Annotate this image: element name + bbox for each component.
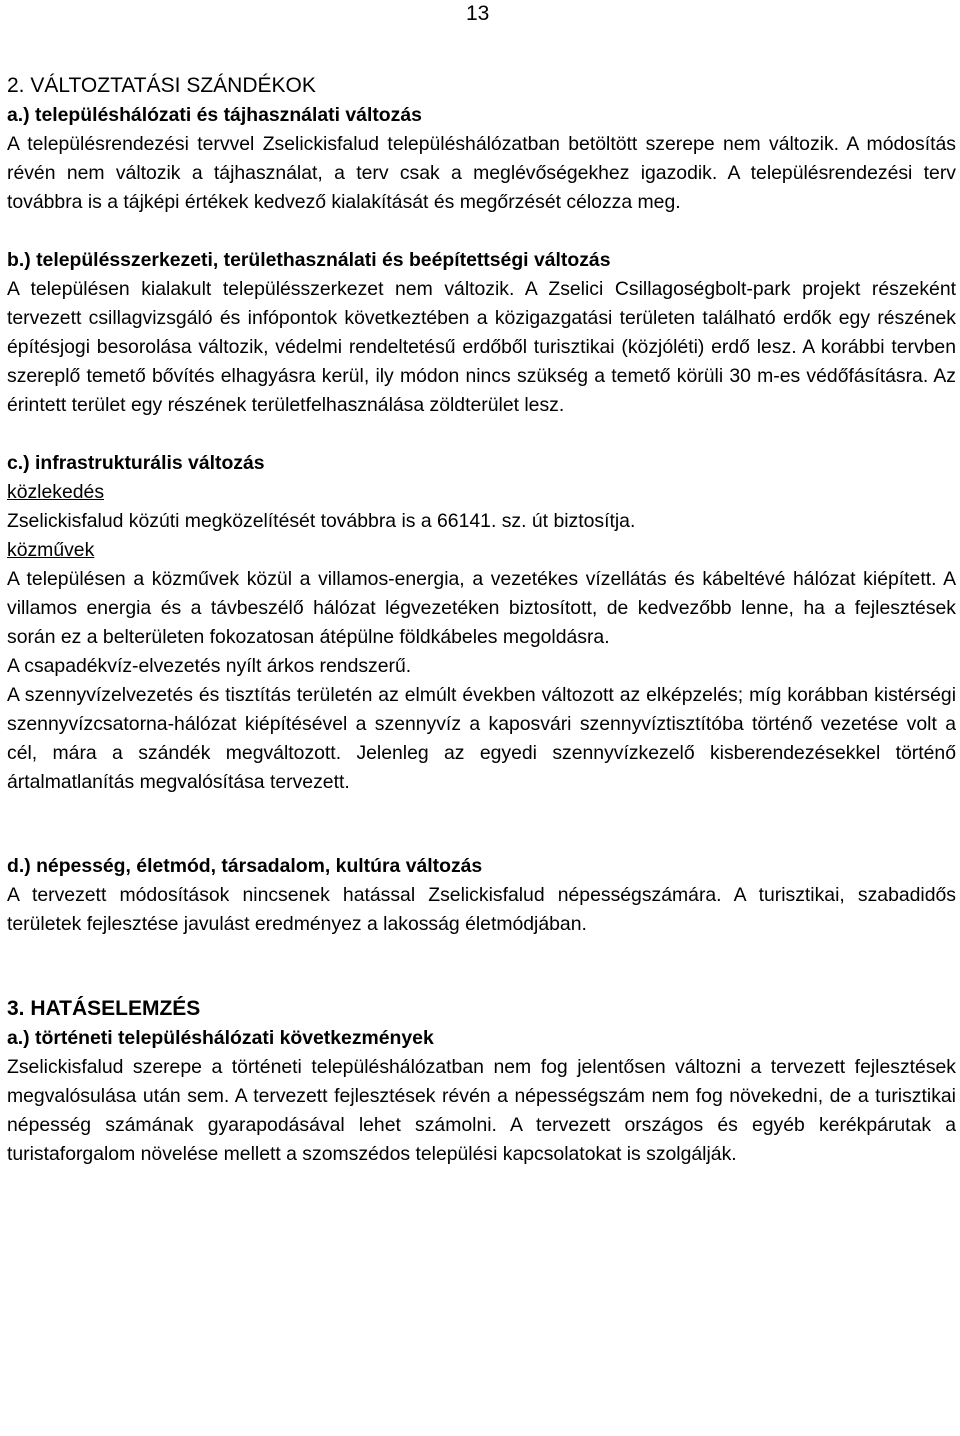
kozmuvek-body-3: A szennyvízelvezetés és tisztítás területén az elmúlt években változott az elképzelés; míg korábban kistérségi szennyvízcsatorna-hálózat kiépítésével a szennyvíz a kaposvári szennyvíztisztítóba történő vezetése volt a cél, mára a szándék megváltozott. Jelenleg az egyedi szennyvízkezelő kisberendezésekkel történő ártalmatlanítás megvalósítása tervezett. — [7, 684, 956, 793]
section-3a-heading: a.) történeti településhálózati következmények — [7, 1027, 434, 1049]
section-2a-heading: a.) településhálózati és tájhasználati változás — [7, 104, 422, 126]
section-2-title: 2. VÁLTOZTATÁSI SZÁNDÉKOK — [7, 74, 316, 97]
subheading-kozlekedes: közlekedés — [7, 481, 105, 503]
kozmuvek-body-1: A településen a közművek közül a villamos-energia, a vezetékes vízellátás és kábeltévé hálózat kiépített. A villamos energia és a távbeszélő hálózat légvezetéken biztosított, de kedvezőbb lenne, ha a fejlesztések során ez a belterületen fokozatosan átépülne földkábeles megoldásra. — [7, 568, 956, 648]
section-2c-heading: c.) infrastrukturális változás — [7, 452, 265, 474]
page-number: 13 — [466, 2, 490, 25]
kozlekedes-body: Zselickisfalud közúti megközelítését továbbra is a 66141. sz. út biztosítja. — [7, 510, 636, 532]
section-2b-body: A településen kialakult településszerkezet nem változik. A Zselici Csillagoségbolt-park projekt részeként tervezett csillagvizsgáló és infópontok következtében a közigazgatási területen található erdők egy részének építésjogi besorolása változik, védelmi rendeltetésű erdőből turisztikai (közjóléti) erdő lesz. A korábbi tervben szereplő temető bővítés elhagyásra kerül, ily módon nincs szükség a temető körüli 30 m-es védőfásításra. Az érintett terület egy részének területfelhasználása zöldterület lesz. — [7, 278, 956, 416]
kozmuvek-body-2: A csapadékvíz-elvezetés nyílt árkos rendszerű. — [7, 655, 412, 677]
section-2b-heading: b.) településszerkezeti, területhasználati és beépítettségi változás — [7, 249, 611, 271]
section-2d-heading: d.) népesség, életmód, társadalom, kultúra változás — [7, 855, 483, 877]
section-3a-body: Zselickisfalud szerepe a történeti településhálózatban nem fog jelentősen változni a tervezett fejlesztések megvalósulása után sem. A tervezett fejlesztések révén a népességszám nem fog növekedni, de a turisztikai népesség számának gyarapodásával lehet számolni. A tervezett országos és egyéb kerékpárutak a turistaforgalom növelése mellett a szomszédos települési kapcsolatokat is szolgálják. — [7, 1056, 956, 1165]
subheading-kozmuvek: közművek — [7, 539, 95, 561]
section-2a-body: A településrendezési tervvel Zselickisfalud településhálózatban betöltött szerepe nem változik. A módosítás révén nem változik a tájhasználat, a terv csak a meglévőségekhez igazodik. A településrendezési terv továbbra is a tájképi értékek kedvező kialakítását és megőrzését célozza meg. — [7, 133, 956, 213]
section-2d-body: A tervezett módosítások nincsenek hatással Zselickisfalud népességszámára. A turisztikai, szabadidős területek fejlesztése javulást eredményez a lakosság életmódjában. — [7, 884, 956, 935]
section-3-title: 3. HATÁSELEMZÉS — [7, 997, 201, 1020]
document-body — [7, 71, 956, 1169]
